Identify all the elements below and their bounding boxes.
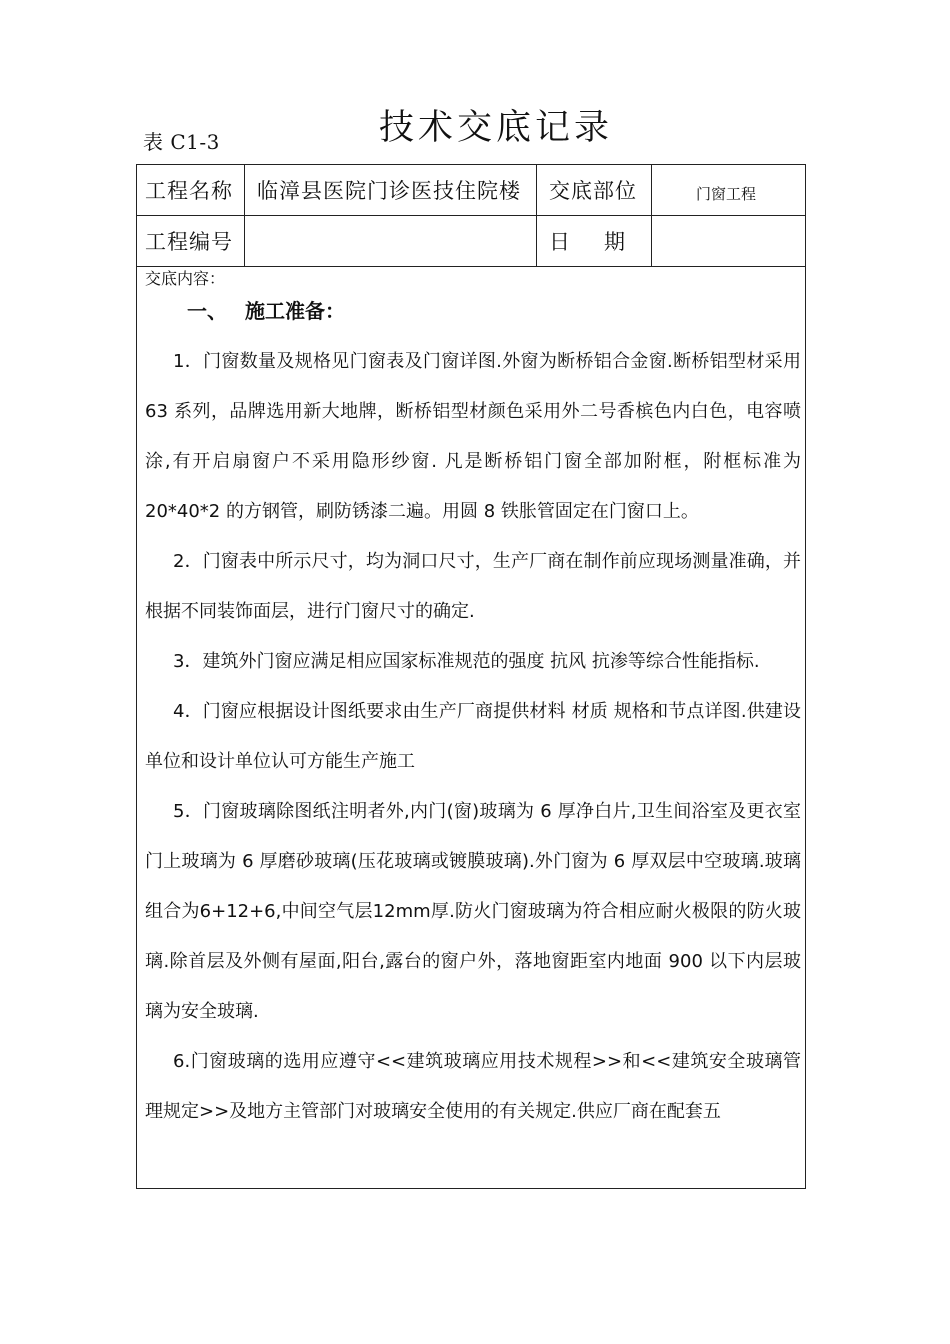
location-label: 交底部位	[537, 165, 652, 215]
table-row	[137, 215, 805, 267]
content-label: 交底内容：	[145, 269, 226, 288]
paragraph-3: 3．建筑外门窗应满足相应国家标准规范的强度 抗风 抗渗等综合性能指标.	[173, 651, 760, 672]
paragraph-5: 5．门窗玻璃除图纸注明者外,内门(窗)玻璃为 6 厚净白片,卫生间浴室及更衣室门上玻璃为 6 厚磨砂玻璃(压花玻璃或镀膜玻璃).外门窗为 6 厚双层中空玻璃.玻璃组合为6+12+6,中间空气层12mm厚.防火门窗玻璃为符合相应耐火极限的防火玻璃.除首层及外侧有屋面,阳台,露台的窗户外，落地窗距室内地面 900 以下内层玻璃为安全玻璃.	[145, 801, 801, 1022]
content-body	[145, 337, 801, 1137]
project-no-label: 工程编号	[137, 215, 245, 266]
location-value: 门窗工程	[696, 184, 757, 203]
paragraph-1: 1．门窗数量及规格见门窗表及门窗详图.外窗为断桥铝合金窗.断桥铝型材采用 63 系列，品牌选用新大地牌，断桥铝型材颜色采用外二号香槟色内白色，电容喷涂,有开启扇窗户不采用隐形纱窗. 凡是断桥铝门窗全部加附框，附框标准为 20*40*2 的方钢管，刷防锈漆二遍。用圆 8 铁胀管固定在门窗口上。	[145, 351, 801, 522]
section-heading	[187, 295, 345, 324]
date-label	[537, 215, 652, 266]
date-label-char-2: 期	[604, 229, 625, 254]
section-title: 施工准备：	[245, 299, 345, 323]
project-name-value: 临漳县医院门诊医技住院楼	[245, 165, 537, 215]
project-no-value	[245, 215, 537, 266]
paragraph-4: 4．门窗应根据设计图纸要求由生产厂商提供材料 材质 规格和节点详图.供建设单位和设计单位认可方能生产施工	[145, 701, 801, 772]
paragraph-2: 2．门窗表中所示尺寸，均为洞口尺寸，生产厂商在制作前应现场测量准确，并根据不同装饰面层，进行门窗尺寸的确定.	[145, 551, 801, 622]
document-title: 技术交底记录	[378, 108, 613, 148]
project-name-label: 工程名称	[137, 165, 245, 215]
record-table	[136, 164, 806, 1189]
table-row	[137, 165, 805, 216]
paragraph-6: 6.门窗玻璃的选用应遵守<<建筑玻璃应用技术规程>>和<<建筑安全玻璃管理规定>>及地方主管部门对玻璃安全使用的有关规定.供应厂商在配套五	[145, 1051, 801, 1122]
section-number: 一、	[187, 299, 227, 323]
date-label-char-1: 日	[549, 229, 570, 254]
form-code: 表 C1-3	[143, 130, 220, 154]
date-value	[652, 215, 805, 266]
